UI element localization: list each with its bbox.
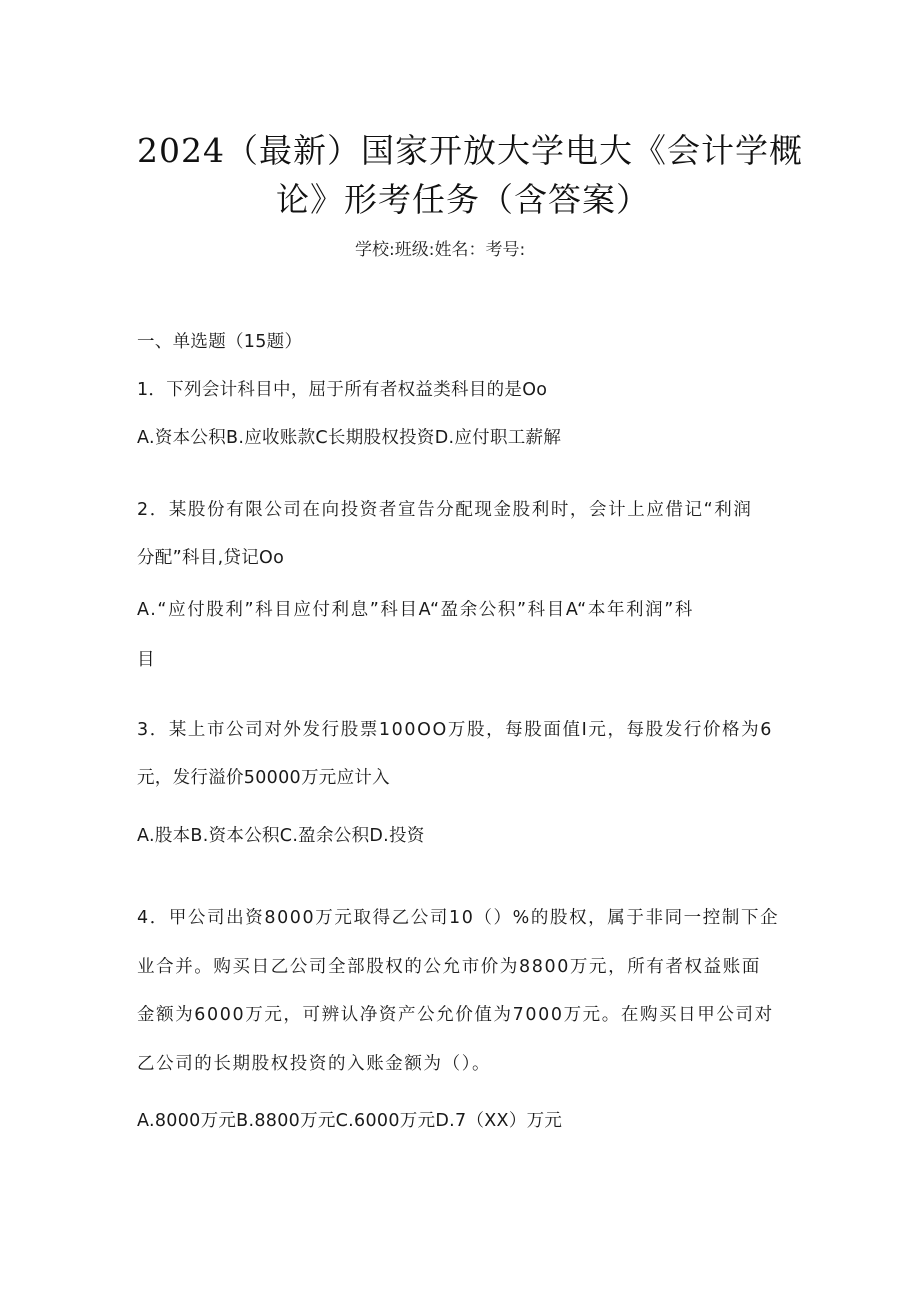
question-4-stem-line-4: 乙公司的长期股权投资的入账金额为（）。 [137,1054,492,1074]
question-3-stem-line-2: 元，发行溢价50000万元应计入 [137,768,390,788]
section-heading: 一、单选题（15题） [137,332,303,352]
question-1-stem-line-1: 1．下列会计科目中，屈于所有者权益类科目的是Oo [137,380,548,400]
document-title-line-1: 2024（最新）国家开放大学电大《会计学概 [137,131,803,170]
question-2-options-line-1: A.“应付股利”科目应付利息”科目A“盈余公积”科目A“本年利润”科 [137,600,695,620]
question-4-stem-line-1: 4．甲公司出资8000万元取得乙公司10（）%的股权，属于非同一控制下企 [137,908,780,928]
question-4-stem-line-2: 业合并。购买日乙公司全部股权的公允市价为8800万元，所有者权益账面 [137,957,761,977]
question-2-stem-line-2: 分配”科目,贷记Oo [137,548,285,568]
question-2-stem-line-1: 2．某股份有限公司在向投资者宣告分配现金股利时，会计上应借记“利润 [137,500,753,520]
question-4-options-line-1: A.8000万元B.8800万元C.6000万元D.7（XX）万元 [137,1111,563,1131]
document-title-line-2: 论》形考任务（含答案） [276,180,650,219]
question-1-options-line-1: A.资本公积B.应收账款C长期股权投资D.应付职工薪解 [137,428,562,448]
question-4-stem-line-3: 金额为6000万元，可辨认净资产公允价值为7000万元。在购买日甲公司对 [137,1005,774,1025]
student-info-line: 学校:班级:姓名：考号: [355,240,526,260]
question-3-stem-line-1: 3．某上市公司对外发行股票100OO万股，每股面值I元，每股发行价格为6 [137,720,773,740]
question-2-options-line-2: 目 [137,650,155,670]
question-3-options-line-1: A.股本B.资本公积C.盈余公积D.投资 [137,826,425,846]
